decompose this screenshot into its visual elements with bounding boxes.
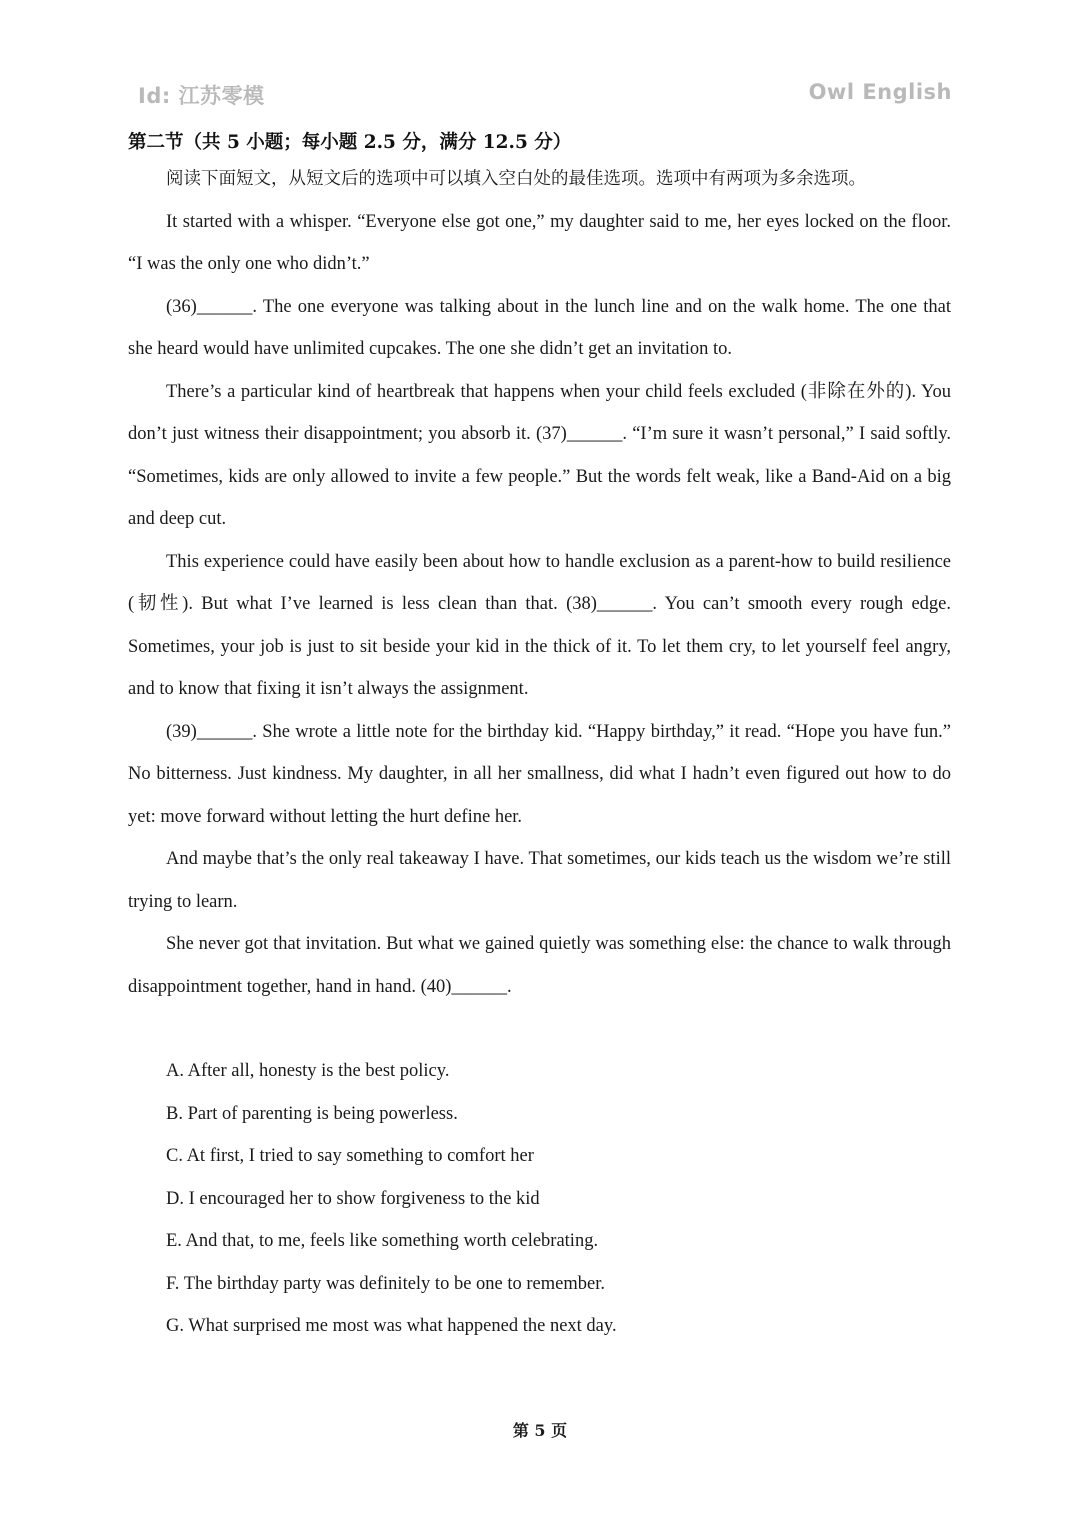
option-d: D. I encouraged her to show forgiveness to the kid	[166, 1188, 540, 1209]
watermark-owl-english: Owl English	[808, 80, 952, 104]
option-e: E. And that, to me, feels like something worth celebrating.	[166, 1231, 599, 1251]
paragraph: (39)______. She wrote a little note for the birthday kid. “Happy birthday,” it read. “Hope you have fun.” No bitterness. Just kindness. My daughter, in all her smallness, did what I hadn’t even figured out how to do yet: move forward without letting the hurt define her.	[128, 721, 951, 827]
paragraph: It started with a whisper. “Everyone else got one,” my daughter said to me, her eyes locked on the floor. “I was the only one who didn’t.”	[128, 211, 951, 274]
paragraph: This experience could have easily been about how to handle exclusion as a parent-how to build resilience (韧性). But what I’ve learned is less clean than that. (38)______. You can’t smooth every rough edge. Sometimes, your job is just to sit beside your kid in the thick of it. To let them cry, to let yourself feel angry, and to know that fixing it isn’t always the assignment.	[128, 551, 951, 699]
watermark-id: Id: 江苏零模	[138, 84, 265, 108]
paragraph: There’s a particular kind of heartbreak that happens when your child feels excluded (非除在外的). You don’t just witness their disappointment; you absorb it. (37)______. “I’m sure it wasn’t personal,” I said softly. “Sometimes, kids are only allowed to invite a few people.” But the words felt weak, like a Band-Aid on a big and deep cut.	[128, 381, 951, 529]
option-f: F. The birthday party was definitely to be one to remember.	[166, 1273, 605, 1294]
answer-options	[166, 1050, 617, 1348]
option-a: A. After all, honesty is the best policy.	[166, 1061, 450, 1081]
option-g: G. What surprised me most was what happened the next day.	[166, 1316, 617, 1336]
paragraph: And maybe that’s the only real takeaway I have. That sometimes, our kids teach us the wisdom we’re still trying to learn.	[128, 849, 951, 912]
section-title: 第二节（共 5 小题；每小题 2.5 分，满分 12.5 分）	[128, 132, 572, 153]
passage	[128, 158, 951, 1008]
instruction-text: 阅读下面短文，从短文后的选项中可以填入空白处的最佳选项。选项中有两项为多余选项。	[166, 169, 866, 189]
option-b: B. Part of parenting is being powerless.	[166, 1103, 458, 1124]
paragraph: (36)______. The one everyone was talking about in the lunch line and on the walk home. The one that she heard would have unlimited cupcakes. The one she didn’t get an invitation to.	[128, 296, 951, 359]
page-number: 第 5 页	[512, 1421, 568, 1440]
option-c: C. At first, I tried to say something to comfort her	[166, 1146, 534, 1166]
paragraph: She never got that invitation. But what we gained quietly was something else: the chance to walk through disappointment together, hand in hand. (40)______.	[128, 934, 951, 997]
